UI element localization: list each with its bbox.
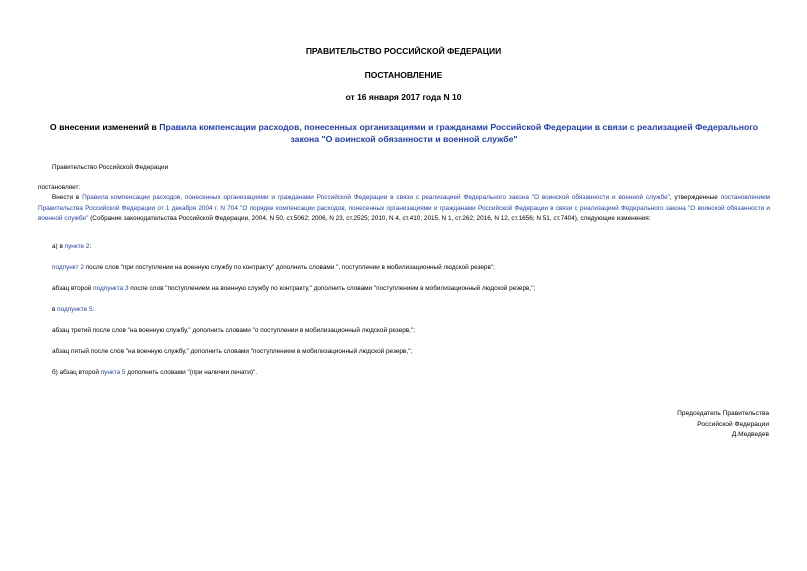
amend-decree-link[interactable]: постановлением Правительства Российской Федерации от 1 декабря 2004 г. N 704 "О порядке компенсации расходов, понесенных организациями и гражданами Российской Федерации в связи с реализацией Федерального закона "О воинской обязанности и военной службе" (38, 194, 771, 222)
decree-text: постановляет: (38, 184, 81, 191)
subitem-3-text: после слов "поступлением на военную службу по контракту," дополнить словами "поступлением в мобилизационный людской резерв,"; (128, 285, 536, 292)
header-doc-type: ПОСТАНОВЛЕНИЕ (364, 70, 443, 80)
item-a-prefix: а) в (52, 243, 65, 250)
document-title (38, 121, 770, 145)
header-org: ПРАВИТЕЛЬСТВО РОССИЙСКОЙ ФЕДЕРАЦИИ (305, 46, 502, 56)
subitem-2 (52, 263, 495, 274)
amend-tail: (Собрание законодательства Российской Федерации, 2004, N 50, ст.5062; 2006, N 23, ст.2525; 2010, N 4, ст.410; 2015, N 1, ст.262; 2016, N 12, ст.1656; N 51, ст.7404), следующие изменения: (88, 215, 651, 222)
signature-block (677, 409, 769, 441)
item-a (52, 242, 91, 253)
subitem-5 (52, 305, 94, 316)
item-b-prefix: б) абзац второй (52, 369, 101, 376)
item-a-link[interactable]: пункте 2 (64, 243, 90, 250)
intro-text: Правительство Российской Федерации (52, 164, 169, 171)
item-a-suffix: : (89, 243, 92, 250)
subitem-3 (52, 284, 535, 295)
item-b-text: дополнить словами "(при наличии печати)". (125, 369, 258, 376)
subitem-5-suffix: : (92, 306, 95, 313)
amend-lead: Внести в (52, 194, 83, 201)
signature-name: Д.Медведев (731, 431, 769, 439)
amend-mid: , утвержденные (669, 194, 721, 201)
subitem-5-paragraph-3: абзац третий после слов "на военную службу," дополнить словами "о поступлении в мобилизационный людской резерв,"; (52, 327, 415, 334)
title-prefix: О внесении изменений в (49, 122, 160, 132)
subitem-3-prefix: абзац второй (52, 285, 94, 292)
amend-rules-link[interactable]: Правила компенсации расходов, понесенных организациями и гражданами Российской Федерации в связи с реализацией Федерального закона "О воинской обязанности и военной службе" (82, 194, 670, 201)
subitem-5-paragraph-5: абзац пятый после слов "на военную службу," дополнить словами "поступлением в мобилизационный людской резерв,"; (52, 348, 413, 355)
subitem-2-link[interactable]: подпункт 2 (52, 264, 84, 271)
signature-org: Российской Федерации (697, 420, 769, 428)
title-rules-link[interactable]: Правила компенсации расходов, понесенных организациями и гражданами Российской Федерации в связи с реализацией Федерального закона "О воинской обязанности и военной службе" (159, 122, 759, 144)
subitem-2-text: после слов "при поступлении на военную службу по контракту" дополнить словами ", поступлении в мобилизационный людской резерв"; (83, 264, 495, 271)
subitem-3-link[interactable]: подпункта 3 (93, 285, 129, 292)
subitem-5-link[interactable]: подпункте 5 (57, 306, 93, 313)
amend-paragraph (38, 193, 770, 225)
item-b (52, 368, 257, 379)
subitem-5-prefix: в (52, 306, 58, 313)
item-b-link[interactable]: пункта 5 (100, 369, 126, 376)
signature-position: Председатель Правительства (677, 410, 769, 417)
header-date-number: от 16 января 2017 года N 10 (345, 92, 462, 102)
